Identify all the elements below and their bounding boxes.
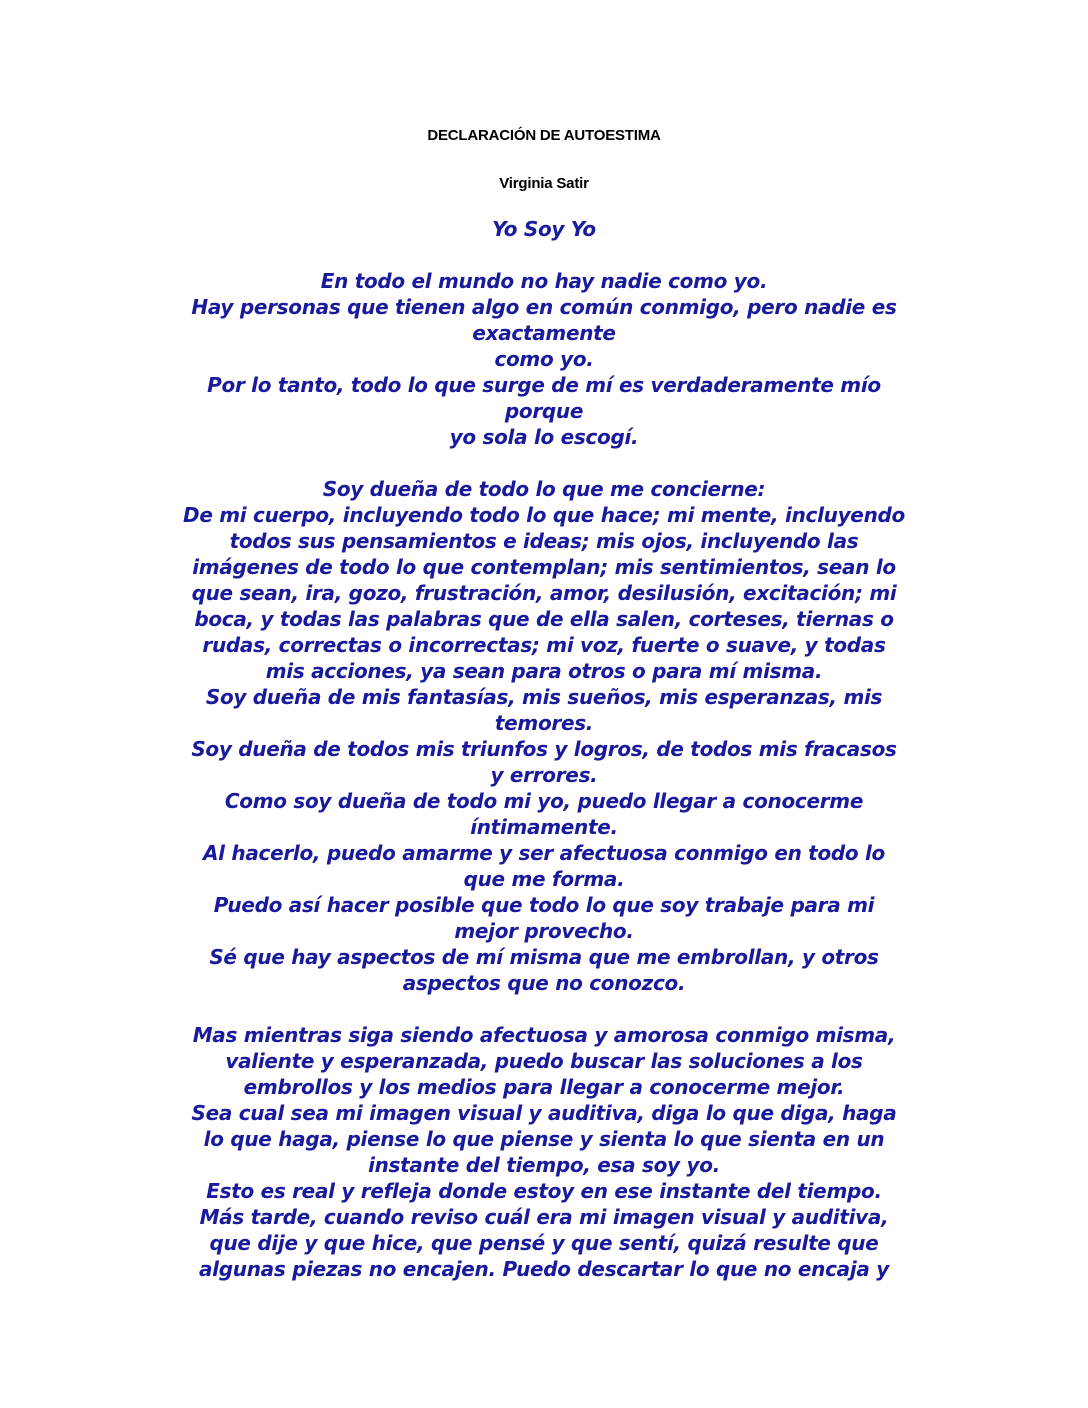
poem-line: instante del tiempo, esa soy yo. [368, 1153, 720, 1177]
poem-line: Soy dueña de todos mis triunfos y logros, de todos mis fracasos [191, 737, 897, 761]
poem-line: Mas mientras siga siendo afectuosa y amorosa conmigo misma, [192, 1023, 896, 1047]
poem-line: Hay personas que tienen algo en común conmigo, pero nadie es [191, 295, 897, 319]
poem-line: temores. [494, 711, 594, 735]
poem-line: Esto es real y refleja donde estoy en ese instante del tiempo. [206, 1179, 882, 1203]
poem-line: porque [504, 399, 584, 423]
poem-line: De mi cuerpo, incluyendo todo lo que hace; mi mente, incluyendo [183, 503, 905, 527]
poem-line: todos sus pensamientos e ideas; mis ojos, incluyendo las [229, 529, 859, 553]
poem-line: Soy dueña de mis fantasías, mis sueños, mis esperanzas, mis [205, 685, 883, 709]
stanza-gap [140, 996, 948, 1022]
stanza-gap [140, 242, 948, 268]
poem-line: algunas piezas no encajen. Puedo descartar lo que no encaja y [198, 1257, 889, 1281]
poem-line: exactamente [472, 321, 616, 345]
poem-line: Soy dueña de todo lo que me concierne: [322, 477, 766, 501]
document-author: Virginia Satir [499, 175, 589, 192]
poem-line: Puedo así hacer posible que todo lo que soy trabaje para mi [213, 893, 875, 917]
poem-line: aspectos que no conozco. [402, 971, 686, 995]
document-title: DECLARACIÓN DE AUTOESTIMA [427, 127, 661, 144]
poem-line: que dije y que hice, que pensé y que sentí, quizá resulte que [209, 1231, 879, 1255]
poem-line: lo que haga, piense lo que piense y sienta lo que sienta en un [203, 1127, 885, 1151]
poem-line: embrollos y los medios para llegar a conocerme mejor. [243, 1075, 845, 1099]
poem-body [140, 216, 948, 1282]
poem-line: mejor provecho. [454, 919, 634, 943]
poem-line: Sea cual sea mi imagen visual y auditiva, diga lo que diga, haga [191, 1101, 897, 1125]
poem-line: valiente y esperanzada, puedo buscar las soluciones a los [225, 1049, 863, 1073]
poem-line: que sean, ira, gozo, frustración, amor, desilusión, excitación; mi [191, 581, 897, 605]
poem-line: boca, y todas las palabras que de ella salen, corteses, tiernas o [194, 607, 894, 631]
poem-line: rudas, correctas o incorrectas; mi voz, fuerte o suave, y todas [202, 633, 886, 657]
poem-line: Como soy dueña de todo mi yo, puedo llegar a conocerme [224, 789, 864, 813]
poem-line: Al hacerlo, puedo amarme y ser afectuosa conmigo en todo lo [202, 841, 886, 865]
poem-line: mis acciones, ya sean para otros o para mí misma. [265, 659, 823, 683]
poem-line: íntimamente. [470, 815, 618, 839]
poem-title: Yo Soy Yo [492, 217, 596, 241]
poem-line: y errores. [490, 763, 598, 787]
poem-line: como yo. [494, 347, 594, 371]
poem-line: yo sola lo escogí. [449, 425, 639, 449]
poem-line: Sé que hay aspectos de mí misma que me embrollan, y otros [209, 945, 879, 969]
poem-line: Más tarde, cuando reviso cuál era mi imagen visual y auditiva, [199, 1205, 889, 1229]
poem-line: imágenes de todo lo que contemplan; mis sentimientos, sean lo [192, 555, 896, 579]
poem-line: que me forma. [463, 867, 625, 891]
poem-line: Por lo tanto, todo lo que surge de mí es verdaderamente mío [207, 373, 881, 397]
stanza-gap [140, 450, 948, 476]
poem-line: En todo el mundo no hay nadie como yo. [320, 269, 768, 293]
